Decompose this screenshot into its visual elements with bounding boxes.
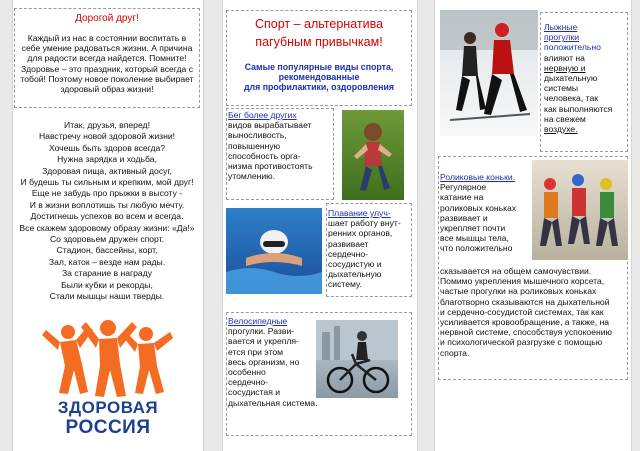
poem-line: Нужна зарядка и ходьба, <box>57 154 157 165</box>
ski-line: Лыжные <box>544 22 578 32</box>
greeting-intro <box>14 33 200 94</box>
swimmer-icon <box>226 208 322 294</box>
ski-line: воздухе. <box>544 124 578 135</box>
ski-line: влияют на <box>544 52 585 63</box>
poem-line: Со здоровьем дружен спорт. <box>49 234 165 245</box>
ski-line: прогулки <box>544 32 580 43</box>
swim-text <box>328 208 412 290</box>
bike-line: сердечно- <box>228 377 269 388</box>
roller-line: сказывается на общем самочувствии. <box>440 266 592 276</box>
subtitle-line: для профилактики, оздоровления <box>243 82 395 93</box>
swimmer-photo <box>226 208 322 294</box>
intro-line: тобой! Поэтому новое поколение выбирает <box>20 73 194 84</box>
swim-line: дыхательную <box>328 269 382 280</box>
roller-line: спорта. <box>440 347 470 358</box>
roller-line: что положительно <box>440 243 513 254</box>
roller-line: нервной системе, способствуя успокоению <box>440 327 612 338</box>
poem-line: Итак, друзья, вперед! <box>64 120 150 130</box>
poem-line: Здоровая пища, активный досуг, <box>42 165 172 176</box>
bike-line: вается и укрепля- <box>228 336 299 347</box>
run-line: утомлению. <box>228 171 275 182</box>
poem-line: Стадион, бассейны, корт, <box>56 245 158 256</box>
roller-line-4: и сердечно-сосудистой системах, так как <box>440 306 604 317</box>
run-line: выносливость, <box>228 130 287 141</box>
swim-line: сердечно-сосудистую и <box>328 248 382 270</box>
swim-line: Плавание улуч- <box>328 208 391 218</box>
poem-line: Хочешь быть здоров всегда? <box>48 142 166 153</box>
roller-line: благотворно сказываются на дыхательной <box>440 296 610 307</box>
intro-line: Каждый из нас в состоянии воспитать в <box>27 33 187 43</box>
swim-line: ренних органов, <box>328 228 393 239</box>
poem-line: Навстречу новой здоровой жизни! <box>38 131 176 142</box>
poem-line: Все скажем здоровому образу жизни: «Да!» <box>19 222 195 233</box>
logo-text-line2: РОССИЯ <box>65 417 151 438</box>
ski-line: на свежем <box>544 113 586 124</box>
running-figures-icon <box>38 318 178 400</box>
skiers-photo <box>440 10 538 136</box>
bike-line: особенно <box>228 367 266 378</box>
run-line: низма противостоять <box>228 161 313 172</box>
intro-line: Здоровье – это праздник, который всегда с <box>20 63 194 74</box>
roller-line: частые прогулки на роликовых коньках <box>440 286 597 297</box>
bike-line: Велосипедные <box>228 316 288 326</box>
poem-line: За старание в награду <box>61 268 153 279</box>
running-child-photo <box>342 110 404 200</box>
subtitle-line: Самые популярные виды спорта, <box>244 62 394 72</box>
greeting-title: Дорогой друг! <box>75 13 139 24</box>
bike-line: дыхательная система. <box>228 397 318 408</box>
roller-line: развивает и <box>440 212 488 223</box>
roller-text-bottom <box>440 266 628 358</box>
roller-line: катание на <box>440 192 484 203</box>
runner-icon <box>342 110 404 200</box>
ski-text <box>544 22 626 134</box>
poem-line: Еще не забудь про прыжки в высоту - <box>31 188 183 199</box>
roller-line: усиливается кровообращение, а также, на <box>440 317 610 328</box>
ski-line: как выполняются <box>544 103 613 114</box>
run-line: Бег более других <box>228 110 297 120</box>
roller-skaters-icon <box>532 160 628 260</box>
swim-line: развивает <box>328 238 369 249</box>
logo-text-line1: ЗДОРОВАЯ <box>57 398 159 417</box>
poem-line: Зал, каток – везде нам рады. <box>48 256 166 267</box>
bike-line: прогулки. Разви- <box>228 326 295 337</box>
bike-line: весь организм, но <box>228 356 300 367</box>
zdorovaya-rossiya-logo <box>38 318 178 438</box>
ski-line: человека, так <box>544 93 598 104</box>
poem <box>12 120 202 303</box>
bike-line: ется при этом <box>228 346 284 357</box>
ski-line: нервную и <box>544 62 586 73</box>
roller-line: Роликовые коньки. <box>440 172 516 182</box>
main-subtitle <box>226 62 412 93</box>
poem-line: Были кубки и рекорды, <box>61 279 153 290</box>
ski-line: положительно <box>544 42 601 53</box>
roller-line: все мышцы тела, <box>440 233 509 244</box>
main-title-line2: пагубным привычкам! <box>255 35 383 49</box>
roller-text-top <box>440 172 532 254</box>
cyclist-icon <box>316 320 398 398</box>
run-text <box>228 110 332 181</box>
roller-line: Регулярное <box>440 182 487 193</box>
roller-line: и психологической разгрузке с помощью <box>440 337 603 348</box>
roller-line: роликовых коньках <box>440 202 517 213</box>
poem-line: И будешь ты сильным и крепким, мой друг! <box>20 177 194 188</box>
poem-line: Достигнешь успехов во всем и всегда. <box>30 211 184 222</box>
skiers-icon <box>440 10 538 136</box>
bike-line: сосудистая и <box>228 387 281 398</box>
intro-line: для радости всегда найдется. Помните! <box>27 53 187 64</box>
roller-line: укрепляет почти <box>440 223 506 234</box>
poem-line: Стали мышцы наши тверды. <box>49 291 165 302</box>
swim-line: шает работу внут- <box>328 218 401 229</box>
run-line: способность орга- <box>228 150 301 161</box>
roller-line <box>440 307 628 317</box>
run-line: видов вырабатывает <box>228 120 312 131</box>
main-title-line1: Спорт – альтернатива <box>254 17 384 31</box>
swim-line: систему. <box>328 279 362 290</box>
cyclist-photo <box>316 320 398 398</box>
ski-line: системы <box>544 83 579 94</box>
roller-skaters-photo <box>532 160 628 260</box>
intro-line: здоровый образ жизни! <box>60 84 154 95</box>
ski-line: дыхательную <box>544 73 598 84</box>
roller-line: Помимо укрепления мышечного корсета, <box>440 276 605 287</box>
intro-line: себе умение радоваться жизни. А причина <box>21 43 193 54</box>
poem-line: И в жизни воплотишь ты любую мечту. <box>29 199 185 210</box>
run-line: повышенную <box>228 140 281 151</box>
subtitle-line: рекомендованные <box>278 72 360 83</box>
